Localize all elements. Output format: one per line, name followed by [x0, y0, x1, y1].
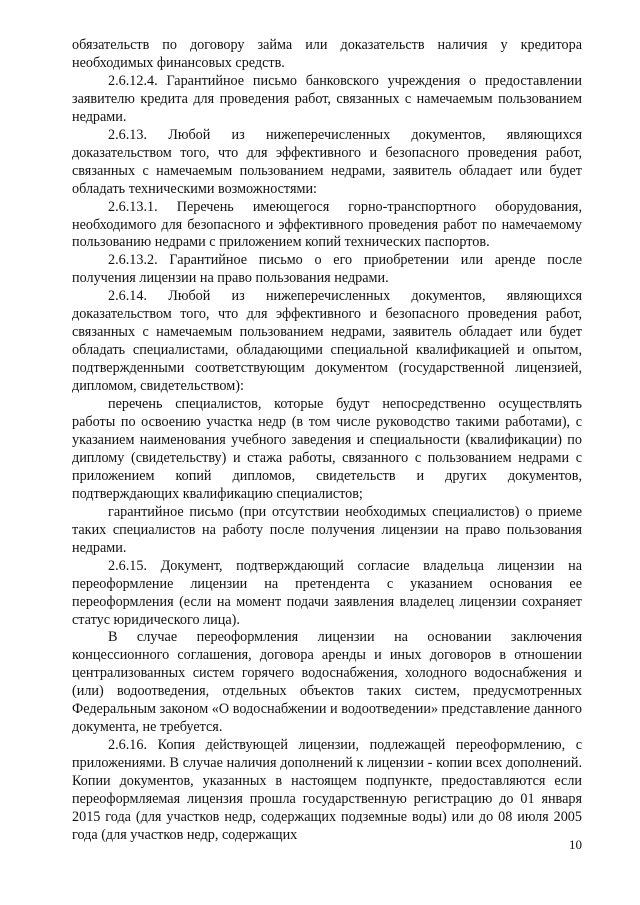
- paragraph-2-6-14: 2.6.14. Любой из нижеперечисленных документов, являющихся доказательством того, что для эффективного и безопасного проведения работ, связанных с намечаемым пользованием недрами, заявитель обладает или будет обладать специалистами, обладающими специальной квалификацией и опытом, подтвержденными соответствующим документом (государственной лицензией, дипломом, свидетельством):: [72, 288, 582, 395]
- paragraph-loan-evidence-continuation: обязательств по договору займа или доказательств наличия у кредитора необходимых финансовых средств.: [72, 37, 582, 71]
- paragraph-guarantee-letter: гарантийное письмо (при отсутствии необходимых специалистов) о приеме таких специалистов на работу после получения лицензии на право пользования недрами.: [72, 503, 582, 556]
- paragraph-2-6-13: 2.6.13. Любой из нижеперечисленных документов, являющихся доказательством того, что для эффективного и безопасного проведения работ, связанных с намечаемым пользованием недрами, заявитель обладает или будет обладать техническими возможностями:: [72, 126, 582, 197]
- paragraph-2-6-13-2: 2.6.13.2. Гарантийное письмо о его приобретении или аренде после получения лицензии на право пользования недрами.: [72, 252, 582, 287]
- paragraph-2-6-12-4: 2.6.12.4. Гарантийное письмо банковского учреждения о предоставлении заявителю кредита для проведения работ, связанных с намечаемым пользованием недрами.: [72, 72, 582, 125]
- paragraph-2-6-15: 2.6.15. Документ, подтверждающий согласие владельца лицензии на переоформление лицензии на претендента с указанием основания ее переоформления (если на момент подачи заявления владелец лицензии сохраняет статус юридического лица).: [72, 557, 582, 628]
- paragraph-specialists-list: перечень специалистов, которые будут непосредственно осуществлять работы по освоению участка недр (в том числе руководство такими работами), с указанием наименования учебного заведения и специальности (квалификации) по диплому (свидетельству) и стажа работы, связанного с пользованием недрами с приложением копий дипломов, свидетельств и других документов, подтверждающих квалификацию специалистов;: [72, 396, 582, 502]
- page-number: 10: [569, 837, 582, 852]
- paragraph-2-6-16: 2.6.16. Копия действующей лицензии, подлежащей переоформлению, с приложениями. В случае наличия дополнений к лицензии - копии всех дополнений. Копии документов, указанных в настоящем подпункте, предоставляются если переоформляемая лицензия прошла государственную регистрацию до 01 января 2015 года (для участков недр, содержащих подземные воды) или до 08 июля 2005 года (для участков недр, содержащих: [72, 737, 582, 843]
- paragraph-2-6-13-1: 2.6.13.1. Перечень имеющегося горно-транспортного оборудования, необходимого для безопасного и эффективного проведения работ по намечаемому пользованию недрами с приложением копий технических паспортов.: [72, 198, 582, 251]
- document-body: [72, 37, 582, 845]
- paragraph-concession-case: В случае переоформления лицензии на основании заключения концессионного соглашения, договора аренды и иных договоров в отношении централизованных систем горячего водоснабжения, холодного водоснабжения и (или) водоотведения, отдельных объектов таких систем, предусмотренных Федеральным законом «О водоснабжении и водоотведении» представление данного документа, не требуется.: [72, 629, 582, 736]
